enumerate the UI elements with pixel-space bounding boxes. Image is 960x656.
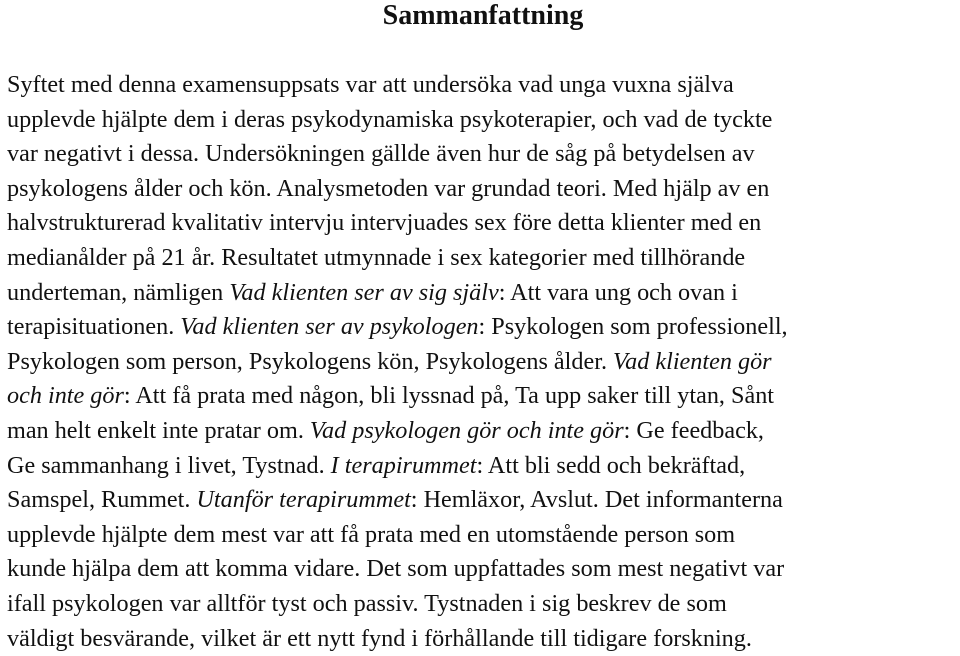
- text-line: [7, 379, 953, 414]
- text-run: kunde hjälpa dem att komma vidare. Det som uppfattades som mest negativt var: [7, 555, 784, 582]
- text-line: [7, 449, 953, 484]
- text-line: [7, 137, 953, 172]
- text-run: man helt enkelt inte pratar om.: [7, 417, 310, 444]
- italic-category-label: och inte gör: [7, 382, 124, 409]
- text-line: [7, 345, 953, 380]
- text-run: : Ge feedback,: [624, 417, 764, 444]
- text-run: upplevde hjälpte dem mest var att få prata med en utomstående person som: [7, 521, 735, 548]
- text-run: : Att bli sedd och bekräftad,: [476, 452, 745, 479]
- text-run: : Hemläxor, Avslut. Det informanterna: [411, 486, 783, 513]
- text-line: [7, 414, 953, 449]
- text-run: Ge sammanhang i livet, Tystnad.: [7, 452, 331, 479]
- italic-category-label: Vad klienten ser av psykologen: [180, 313, 478, 340]
- italic-category-label: I terapirummet: [331, 452, 477, 479]
- text-run: : Psykologen som professionell,: [479, 313, 788, 340]
- text-run: terapisituationen.: [7, 313, 180, 340]
- text-run: : Att få prata med någon, bli lyssnad på, Ta upp saker till ytan, Sånt: [124, 382, 774, 409]
- italic-category-label: Vad klienten ser av sig själv: [229, 279, 498, 306]
- text-run: väldigt besvärande, vilket är ett nytt fynd i förhållande till tidigare forskning.: [7, 625, 752, 652]
- text-line: [7, 276, 953, 311]
- text-run: : Att vara ung och ovan i: [499, 279, 738, 306]
- text-line: [7, 587, 953, 622]
- text-line: [7, 241, 953, 276]
- text-run: Psykologen som person, Psykologens kön, Psykologens ålder.: [7, 348, 613, 375]
- italic-category-label: Vad klienten gör: [613, 348, 772, 375]
- text-line: [7, 103, 953, 138]
- text-run: underteman, nämligen: [7, 279, 229, 306]
- text-line: [7, 518, 953, 553]
- text-run: ifall psykologen var alltför tyst och passiv. Tystnaden i sig beskrev de som: [7, 590, 727, 617]
- text-line: [7, 483, 953, 518]
- text-line: [7, 68, 953, 103]
- text-run: Syftet med denna examensuppsats var att undersöka vad unga vuxna själva: [7, 71, 734, 98]
- page-title: Sammanfattning: [0, 0, 960, 32]
- text-run: psykologens ålder och kön. Analysmetoden var grundad teori. Med hjälp av en: [7, 175, 769, 202]
- text-line: [7, 552, 953, 587]
- text-line: [7, 206, 953, 241]
- italic-category-label: Utanför terapirummet: [196, 486, 410, 513]
- text-run: upplevde hjälpte dem i deras psykodynamiska psykoterapier, och vad de tyckte: [7, 106, 772, 133]
- text-run: var negativt i dessa. Undersökningen gällde även hur de såg på betydelsen av: [7, 140, 755, 167]
- text-line: [7, 622, 953, 656]
- text-run: Samspel, Rummet.: [7, 486, 196, 513]
- text-line: [7, 310, 953, 345]
- italic-category-label: Vad psykologen gör och inte gör: [310, 417, 624, 444]
- text-line: [7, 172, 953, 207]
- summary-paragraph: [7, 68, 953, 656]
- text-run: halvstrukturerad kvalitativ intervju intervjuades sex före detta klienter med en: [7, 209, 761, 236]
- text-run: medianålder på 21 år. Resultatet utmynnade i sex kategorier med tillhörande: [7, 244, 745, 271]
